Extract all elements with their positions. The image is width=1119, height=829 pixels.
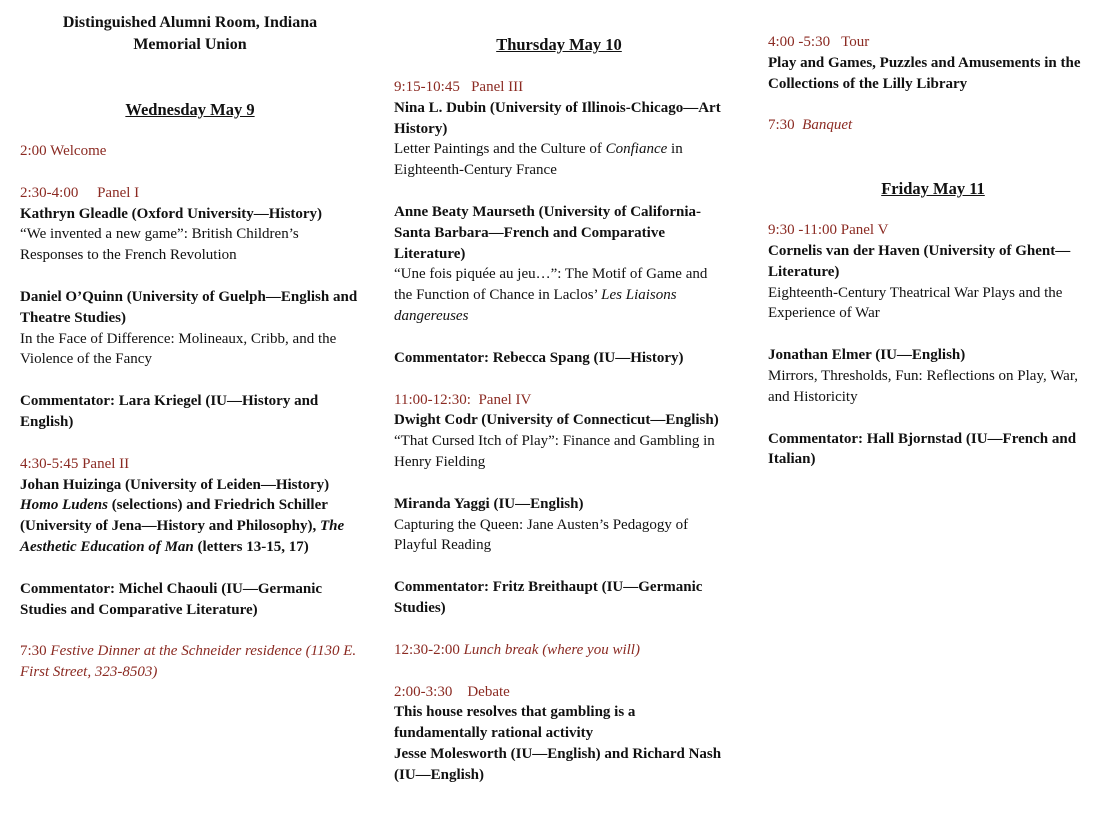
venue-line-2: Memorial Union (133, 36, 247, 53)
venue-heading (20, 12, 360, 56)
day-heading-thursday: Thursday May 10 (496, 35, 622, 54)
panel-1-paper-2: In the Face of Difference: Molineaux, Cribb, and the Violence of the Fancy (20, 330, 337, 368)
panel-2-reading-text-c: (letters 13-15, 17) (193, 538, 309, 555)
panel-3-heading (394, 77, 724, 98)
panel-5-paper-1: Eighteenth-Century Theatrical War Plays and the Experience of War (768, 284, 1063, 322)
panel-3-label: Panel III (471, 79, 524, 95)
tour-time: 4:00 -5:30 (768, 34, 831, 50)
panel-4-label: Panel IV (478, 391, 532, 408)
panel-4-speaker-2: Miranda Yaggi (IU—English) (394, 495, 584, 512)
panel-4 (394, 390, 724, 619)
tour-text: Play and Games, Puzzles and Amusements in the Collections of the Lilly Library (768, 54, 1081, 92)
panel-5 (768, 220, 1098, 470)
lunch-text: Lunch break (where you will) (463, 641, 640, 658)
panel-3-paper-2-italic: Les Liaisons dangereuses (394, 287, 677, 324)
panel-5-speaker-1: Cornelis van der Haven (University of Ghent—Literature) (768, 242, 1071, 280)
panel-2-work-aesthetic-education: The Aesthetic Education of Man (20, 518, 345, 555)
panel-2-readings (20, 475, 360, 558)
debate-heading (394, 682, 724, 703)
debate (394, 682, 724, 786)
panel-1-time: 2:30-4:00 (20, 184, 79, 201)
panel-3-speaker-1: Nina L. Dubin (University of Illinois-Chicago—Art History) (394, 99, 721, 137)
panel-3-commentator: Commentator: Rebecca Spang (IU—History) (394, 349, 684, 366)
tour-label: Tour (841, 34, 870, 50)
panel-4-paper-1: “That Cursed Itch of Play”: Finance and Gambling in Henry Fielding (394, 433, 715, 470)
panel-1-commentator: Commentator: Lara Kriegel (IU—History and English) (20, 393, 319, 430)
panel-2-work-homo-ludens: Homo Ludens (20, 497, 108, 514)
lilly-tour (768, 32, 1098, 94)
panel-3-paper-1-text-b: in Eighteenth-Century France (394, 141, 683, 179)
panel-3-speaker-2: Anne Beaty Maurseth (University of California-Santa Barbara—French and Comparative Literature) (394, 203, 702, 262)
panel-4-speaker-1: Dwight Codr (University of Connecticut—English) (394, 412, 719, 429)
debate-motion: This house resolves that gambling is a fundamentally rational activity (394, 704, 636, 742)
panel-2-heading: 4:30-5:45 Panel II (20, 455, 130, 472)
panel-3-paper-2-text: “Une fois piquée au jeu…”: The Motif of Game and the Function of Chance in Laclos’ (394, 266, 708, 304)
debate-speakers: Jesse Molesworth (IU—English) and Richard Nash (IU—English) (394, 745, 722, 783)
panel-5-heading: 9:30 -11:00 Panel V (768, 222, 889, 239)
panel-3-time: 9:15-10:45 (394, 79, 460, 95)
panel-3-paper-1-italic: Confiance (605, 141, 668, 158)
banquet-label: Banquet (802, 117, 853, 134)
panel-1-heading (20, 183, 360, 204)
panel-3-paper-1-text-a: Letter Paintings and the Culture of (394, 141, 606, 158)
welcome-item: 2:00 Welcome (20, 143, 107, 159)
panel-5-paper-2: Mirrors, Thresholds, Fun: Reflections on Play, War, and Historicity (768, 367, 1078, 405)
tour-heading (768, 32, 1098, 53)
panel-2-reading-text-a: Johan Huizinga (University of Leiden—History) (20, 476, 330, 493)
panel-4-commentator: Commentator: Fritz Breithaupt (IU—Germanic Studies) (394, 579, 703, 616)
panel-5-speaker-2: Jonathan Elmer (IU—English) (768, 347, 966, 364)
panel-4-paper-2: Capturing the Queen: Jane Austen’s Pedagogy of Playful Reading (394, 516, 689, 554)
day-heading-friday: Friday May 11 (881, 179, 985, 199)
panel-4-time: 11:00-12:30: (394, 391, 471, 408)
panel-4-heading (394, 390, 724, 411)
dinner-text: Festive Dinner at the Schneider residence (1130 E. First Street, 323-8503) (20, 643, 357, 681)
panel-1-speaker-1: Kathryn Gleadle (Oxford University—History) (20, 205, 323, 222)
day-heading-wednesday: Wednesday May 9 (125, 100, 255, 119)
banquet-time: 7:30 (768, 117, 795, 134)
panel-3-paper-1 (394, 139, 724, 181)
lunch-time: 12:30-2:00 (394, 641, 464, 658)
panel-3 (394, 77, 724, 369)
panel-2-commentator: Commentator: Michel Chaouli (IU—Germanic Studies and Comparative Literature) (20, 580, 323, 618)
debate-time: 2:00-3:30 (394, 683, 453, 700)
panel-1-paper-1: “We invented a new game”: British Children’s Responses to the French Revolution (20, 226, 299, 264)
dinner-time: 7:30 (20, 643, 51, 660)
panel-5-commentator: Commentator: Hall Bjornstad (IU—French and Italian) (768, 430, 1077, 468)
debate-label: Debate (467, 683, 510, 700)
column-thursday (394, 0, 724, 786)
festive-dinner (20, 641, 360, 683)
panel-2 (20, 454, 360, 621)
column-friday (768, 0, 1098, 470)
panel-1-speaker-2: Daniel O’Quinn (University of Guelph—English and Theatre Studies) (20, 288, 358, 326)
panel-1-label: Panel I (97, 184, 140, 201)
column-wednesday (20, 0, 360, 683)
banquet (768, 115, 1098, 136)
panel-1 (20, 183, 360, 433)
panel-3-paper-2 (394, 264, 724, 326)
lunch-break (394, 640, 724, 661)
venue-line-1: Distinguished Alumni Room, Indiana (62, 14, 318, 31)
panel-2-reading-text-b: (selections) and Friedrich Schiller (University of Jena—History and Philosophy), (20, 497, 328, 535)
